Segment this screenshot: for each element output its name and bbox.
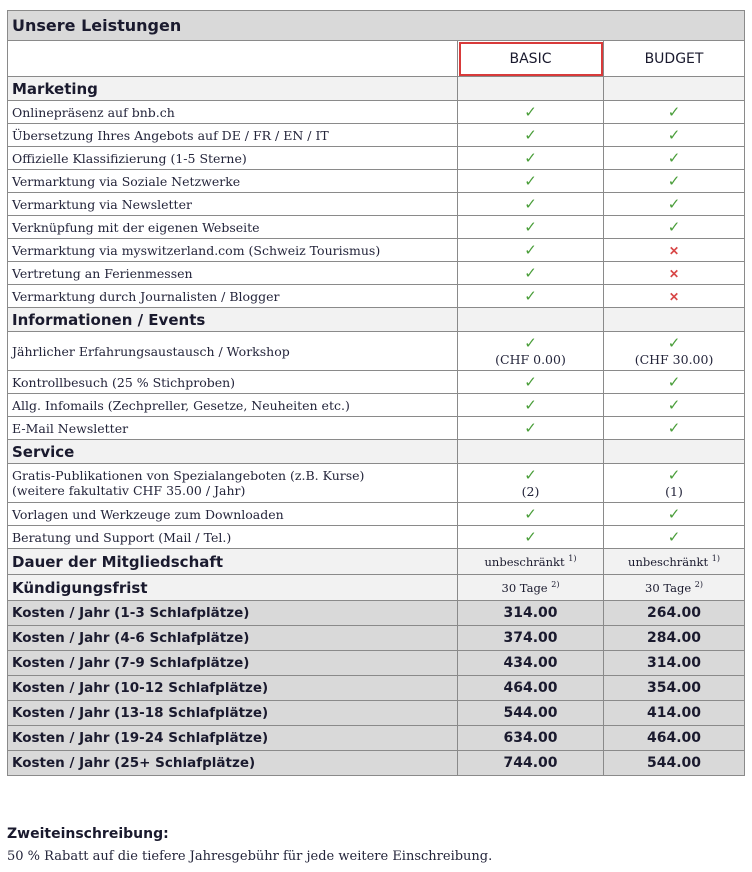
check-icon: ✓: [524, 103, 537, 121]
check-icon: ✓: [524, 287, 537, 305]
feature-row: [8, 239, 745, 262]
budget-value-cell: [604, 193, 745, 216]
feature-row: [8, 332, 745, 371]
feature-label: Gratis-Publikationen von Spezialangeboten (z.B. Kurse): [12, 468, 365, 483]
cost-label: Kosten / Jahr (13-18 Schlafplätze): [8, 701, 458, 726]
section-title: Marketing: [8, 77, 458, 101]
section-blank-cell: [604, 308, 745, 332]
meta-row: [8, 575, 745, 601]
feature-row: [8, 101, 745, 124]
basic-value-cell: [458, 147, 604, 170]
cost-row: [8, 751, 745, 776]
budget-value-cell: [604, 464, 745, 503]
budget-value-cell: [604, 526, 745, 549]
budget-cost: 264.00: [604, 601, 745, 626]
table-title-row: [8, 11, 745, 41]
budget-value-cell: [604, 216, 745, 239]
meta-label: Kündigungsfrist: [8, 575, 458, 601]
feature-label-cell: [8, 371, 458, 394]
feature-label: Allg. Infomails (Zechpreller, Gesetze, Neuheiten etc.): [12, 397, 350, 413]
basic-value-cell: [458, 526, 604, 549]
cross-icon: ✕: [668, 266, 680, 281]
feature-label: Vorlagen und Werkzeuge zum Downloaden: [12, 506, 284, 522]
section-header-row: [8, 440, 745, 464]
feature-label-cell: [8, 193, 458, 216]
budget-value-cell: [604, 285, 745, 308]
cross-icon: ✕: [668, 289, 680, 304]
feature-label-cell: [8, 332, 458, 371]
cost-label: Kosten / Jahr (10-12 Schlafplätze): [8, 676, 458, 701]
feature-row: [8, 193, 745, 216]
basic-cost: 744.00: [458, 751, 604, 776]
feature-label-cell: [8, 216, 458, 239]
feature-label-cell: [8, 124, 458, 147]
basic-cost: 314.00: [458, 601, 604, 626]
footnote-marker: 2): [694, 580, 703, 590]
check-icon: ✓: [667, 505, 681, 523]
basic-meta-cell: [458, 549, 604, 575]
budget-cost: 464.00: [604, 726, 745, 751]
check-icon: ✓: [667, 334, 681, 352]
footnote-marker: 2): [551, 580, 560, 590]
budget-value-cell: [604, 147, 745, 170]
check-icon: ✓: [524, 505, 537, 523]
check-icon: ✓: [524, 396, 537, 414]
basic-cost: 374.00: [458, 626, 604, 651]
basic-value-cell: [458, 332, 604, 371]
feature-row: [8, 464, 745, 503]
section-title: Service: [8, 440, 458, 464]
check-icon: ✓: [524, 419, 537, 437]
basic-note: (CHF 0.00): [495, 352, 566, 367]
basic-meta-value: 30 Tage: [501, 580, 548, 595]
check-icon: ✓: [524, 218, 537, 236]
basic-cost: 464.00: [458, 676, 604, 701]
services-table: [7, 10, 745, 776]
check-icon: ✓: [524, 528, 537, 546]
feature-label: Jährlicher Erfahrungsaustausch / Workshop: [12, 343, 290, 359]
cost-row: [8, 676, 745, 701]
check-icon: ✓: [524, 195, 537, 213]
feature-label: Übersetzung Ihres Angebots auf DE / FR / EN / IT: [12, 127, 329, 143]
basic-value-cell: [458, 371, 604, 394]
budget-value-cell: [604, 503, 745, 526]
plan-budget-header: BUDGET: [604, 41, 745, 77]
feature-label: Vermarktung via myswitzerland.com (Schweiz Tourismus): [12, 242, 381, 258]
cost-label: Kosten / Jahr (7-9 Schlafplätze): [8, 651, 458, 676]
basic-value-cell: [458, 464, 604, 503]
budget-value-cell: [604, 170, 745, 193]
footnote-marker: 1): [711, 554, 720, 564]
budget-note: (CHF 30.00): [634, 352, 714, 367]
check-icon: ✓: [524, 373, 537, 391]
basic-value-cell: [458, 193, 604, 216]
check-icon: ✓: [667, 466, 681, 484]
check-icon: ✓: [524, 172, 537, 190]
cost-label: Kosten / Jahr (1-3 Schlafplätze): [8, 601, 458, 626]
cost-row: [8, 626, 745, 651]
feature-label: Offizielle Klassifizierung (1-5 Sterne): [12, 150, 247, 166]
feature-label: Beratung und Support (Mail / Tel.): [12, 529, 232, 545]
cost-row: [8, 601, 745, 626]
check-icon: ✓: [667, 103, 681, 121]
feature-label-cell: [8, 526, 458, 549]
feature-row: [8, 394, 745, 417]
basic-cost: 544.00: [458, 701, 604, 726]
basic-note: (2): [521, 484, 540, 499]
feature-label-cell: [8, 239, 458, 262]
budget-value-cell: [604, 394, 745, 417]
cost-label: Kosten / Jahr (19-24 Schlafplätze): [8, 726, 458, 751]
feature-label-cell: [8, 503, 458, 526]
feature-label: Vertretung an Ferienmessen: [12, 265, 193, 281]
feature-label: Kontrollbesuch (25 % Stichproben): [12, 374, 236, 390]
feature-label-cell: [8, 394, 458, 417]
feature-row: [8, 262, 745, 285]
plan-header-row: [8, 41, 745, 77]
basic-value-cell: [458, 503, 604, 526]
header-empty-cell: [8, 41, 458, 77]
cross-icon: ✕: [668, 243, 680, 258]
feature-row: [8, 285, 745, 308]
budget-value-cell: [604, 124, 745, 147]
basic-cost: 434.00: [458, 651, 604, 676]
feature-label: Verknüpfung mit der eigenen Webseite: [12, 219, 260, 235]
check-icon: ✓: [667, 419, 681, 437]
basic-meta-value: unbeschränkt: [484, 554, 565, 569]
feature-label-cell: [8, 101, 458, 124]
budget-meta-value: 30 Tage: [645, 580, 692, 595]
basic-value-cell: [458, 394, 604, 417]
budget-note: (1): [665, 484, 683, 499]
feature-label-cell: [8, 285, 458, 308]
feature-row: [8, 526, 745, 549]
check-icon: ✓: [667, 218, 681, 236]
section-blank-cell: [458, 77, 604, 101]
section-blank-cell: [458, 308, 604, 332]
feature-label: Onlinepräsenz auf bnb.ch: [12, 104, 175, 120]
budget-value-cell: [604, 417, 745, 440]
check-icon: ✓: [667, 396, 681, 414]
meta-row: [8, 549, 745, 575]
basic-value-cell: [458, 285, 604, 308]
feature-row: [8, 216, 745, 239]
check-icon: ✓: [667, 172, 681, 190]
cost-row: [8, 651, 745, 676]
budget-value-cell: [604, 332, 745, 371]
feature-row: [8, 147, 745, 170]
basic-value-cell: [458, 124, 604, 147]
footer-text: 50 % Rabatt auf die tiefere Jahresgebühr für jede weitere Einschreibung.: [7, 849, 493, 864]
cost-label: Kosten / Jahr (4-6 Schlafplätze): [8, 626, 458, 651]
feature-row: [8, 124, 745, 147]
feature-label: Vermarktung via Newsletter: [12, 196, 192, 212]
budget-value-cell: [604, 101, 745, 124]
cost-row: [8, 726, 745, 751]
check-icon: ✓: [667, 195, 681, 213]
section-blank-cell: [604, 440, 745, 464]
section-blank-cell: [458, 440, 604, 464]
meta-label: Dauer der Mitgliedschaft: [8, 549, 458, 575]
basic-meta-cell: [458, 575, 604, 601]
check-icon: ✓: [524, 149, 537, 167]
footnote-marker: 1): [568, 554, 577, 564]
budget-value-cell: [604, 371, 745, 394]
feature-row: [8, 417, 745, 440]
check-icon: ✓: [667, 126, 681, 144]
section-header-row: [8, 308, 745, 332]
budget-cost: 414.00: [604, 701, 745, 726]
check-icon: ✓: [524, 466, 537, 484]
check-icon: ✓: [524, 126, 537, 144]
feature-label: Vermarktung via Soziale Netzwerke: [12, 173, 241, 189]
budget-value-cell: [604, 239, 745, 262]
basic-value-cell: [458, 262, 604, 285]
budget-meta-cell: [604, 549, 745, 575]
cost-label: Kosten / Jahr (25+ Schlafplätze): [8, 751, 458, 776]
check-icon: ✓: [524, 334, 537, 352]
feature-label-cell: [8, 147, 458, 170]
basic-value-cell: [458, 417, 604, 440]
feature-label-cell: [8, 262, 458, 285]
check-icon: ✓: [667, 149, 681, 167]
budget-cost: 314.00: [604, 651, 745, 676]
check-icon: ✓: [524, 264, 537, 282]
section-title: Informationen / Events: [8, 308, 458, 332]
feature-row: [8, 371, 745, 394]
section-header-row: [8, 77, 745, 101]
feature-label-cell: [8, 464, 458, 503]
cost-row: [8, 701, 745, 726]
basic-value-cell: [458, 239, 604, 262]
feature-label: E-Mail Newsletter: [12, 420, 129, 436]
budget-value-cell: [604, 262, 745, 285]
feature-row: [8, 170, 745, 193]
table-title: Unsere Leistungen: [8, 11, 745, 41]
plan-basic-header: BASIC: [458, 41, 604, 77]
basic-value-cell: [458, 216, 604, 239]
check-icon: ✓: [667, 528, 681, 546]
feature-label-note: (weitere fakultativ CHF 35.00 / Jahr): [12, 483, 246, 498]
budget-meta-cell: [604, 575, 745, 601]
basic-cost: 634.00: [458, 726, 604, 751]
budget-cost: 354.00: [604, 676, 745, 701]
check-icon: ✓: [524, 241, 537, 259]
budget-meta-value: unbeschränkt: [628, 554, 709, 569]
feature-label-cell: [8, 417, 458, 440]
footer-title: Zweiteinschreibung:: [7, 826, 169, 842]
feature-label-cell: [8, 170, 458, 193]
basic-value-cell: [458, 101, 604, 124]
feature-row: [8, 503, 745, 526]
budget-cost: 284.00: [604, 626, 745, 651]
budget-cost: 544.00: [604, 751, 745, 776]
section-blank-cell: [604, 77, 745, 101]
feature-label: Vermarktung durch Journalisten / Blogger: [12, 288, 280, 304]
basic-value-cell: [458, 170, 604, 193]
check-icon: ✓: [667, 373, 681, 391]
